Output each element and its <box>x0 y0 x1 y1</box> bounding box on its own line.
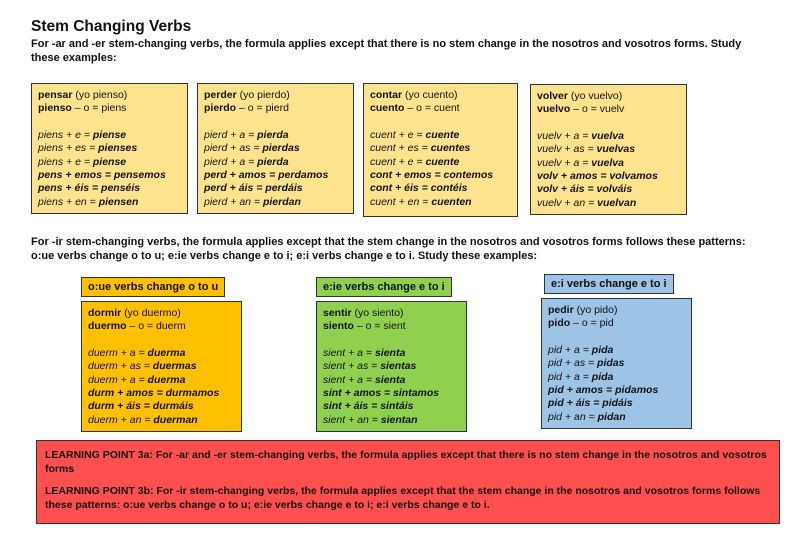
conjugation-result: piensen <box>98 195 139 208</box>
conjugation-row <box>323 400 460 413</box>
verb-box-contar <box>363 83 518 217</box>
page-title: Stem Changing Verbs <box>31 18 192 35</box>
conjugation-formula: sient + an = <box>323 413 381 426</box>
conjugation-result: sintáis <box>380 400 414 413</box>
conjugation-row <box>370 196 511 209</box>
stem-word: cuento <box>370 102 405 115</box>
header-ei: e:i verbs change e to i <box>544 274 674 294</box>
conjugation-row <box>38 169 181 182</box>
conjugation-row <box>537 143 680 156</box>
conjugation-result: contemos <box>443 169 494 182</box>
verb-infinitive: perder <box>204 89 237 101</box>
verb-infinitive: contar <box>370 89 403 101</box>
verb-yo-form: (yo vuelvo) <box>570 90 623 102</box>
header-eie: e:ie verbs change e to i <box>316 277 452 297</box>
conjugation-row <box>88 360 235 373</box>
conjugation-result: duerma <box>147 346 186 359</box>
conjugation-row <box>323 387 460 400</box>
conjugation-formula: volv + amos = <box>537 170 610 183</box>
verb-infinitive: volver <box>537 90 568 102</box>
conjugation-result: pidamos <box>615 384 659 397</box>
conjugation-row <box>38 156 181 169</box>
conjugation-row <box>370 182 511 195</box>
conjugation-formula: cont + éis = <box>370 182 431 195</box>
conjugation-result: cuentes <box>430 142 471 155</box>
conjugation-result: pierda <box>257 128 289 141</box>
conjugation-result: duerman <box>153 413 198 426</box>
conjugation-result: perdáis <box>265 182 303 195</box>
verb-infinitive: pensar <box>38 89 73 101</box>
conjugation-formula: pierd + an = <box>204 195 263 208</box>
conjugation-result: pida <box>591 343 614 356</box>
stem-word: pierdo <box>204 102 237 115</box>
stem-word: siento <box>323 320 354 333</box>
conjugation-formula: piens + en = <box>38 195 99 208</box>
verb-line <box>204 89 347 102</box>
conjugation-result: pidan <box>597 410 626 423</box>
stem-rule: – o = cuent <box>407 102 460 115</box>
conjugation-formula: duerm + as = <box>88 360 153 373</box>
verb-yo-form: (yo pido) <box>576 304 618 316</box>
conjugation-row <box>537 170 680 183</box>
verb-box-sentir <box>316 301 467 432</box>
conjugation-result: pienses <box>98 142 138 155</box>
conjugation-result: sienta <box>374 346 406 359</box>
conjugation-row <box>88 387 235 400</box>
conjugation-formula: cuent + es = <box>370 142 431 155</box>
verb-line <box>323 307 460 320</box>
stem-line <box>537 103 680 116</box>
conjugation-row <box>38 196 181 209</box>
learning-point-3a: LEARNING POINT 3a: For -ar and -er stem-changing verbs, the formula applies except that there is no stem change in the nosotros and vosotros forms <box>45 449 767 475</box>
conjugation-result: piense <box>92 128 127 141</box>
learning-point-3b: LEARNING POINT 3b: For -ir stem-changing verbs, the formula applies except that the stem change in the nosotros and vosotros forms follows these patterns: o:ue verbs change o to u; e:ie verbs change e to i; e:i verbs change e to i. <box>45 485 761 511</box>
conjugation-result: cuente <box>425 155 460 168</box>
conjugation-formula: volv + áis = <box>537 183 597 196</box>
conjugation-row <box>38 182 181 195</box>
verb-line <box>537 90 680 103</box>
stem-rule: – o = pid <box>573 317 614 330</box>
conjugation-result: contéis <box>430 182 468 195</box>
verb-box-pensar <box>31 83 188 214</box>
conjugation-result: duerma <box>147 373 186 386</box>
conjugation-row <box>204 196 347 209</box>
verb-infinitive: dormir <box>88 307 122 319</box>
stem-rule: – o = piens <box>74 102 127 115</box>
conjugation-formula: sient + as = <box>323 360 381 373</box>
stem-rule: – o = vuelv <box>573 103 625 116</box>
conjugation-row <box>370 169 511 182</box>
conjugation-row <box>204 142 347 155</box>
conjugation-result: sientan <box>380 413 418 426</box>
verb-box-pedir <box>541 298 692 429</box>
conjugation-formula: durm + áis = <box>88 400 153 413</box>
verb-line <box>370 89 511 102</box>
conjugation-row <box>548 397 685 410</box>
conjugation-formula: pid + a = <box>548 370 592 383</box>
verb-yo-form: (yo pierdo) <box>239 89 290 101</box>
conjugation-result: duermas <box>152 360 197 373</box>
conjugation-formula: sient + a = <box>323 346 375 359</box>
conjugation-row <box>38 142 181 155</box>
conjugation-row <box>537 130 680 143</box>
conjugation-formula: vuelv + a = <box>537 156 592 169</box>
stem-line <box>38 102 181 115</box>
conjugation-row <box>323 414 460 427</box>
stem-rule: – o = sient <box>356 320 406 333</box>
verb-yo-form: (yo cuento) <box>405 89 458 101</box>
conjugation-formula: cuent + en = <box>370 195 432 208</box>
conjugation-result: pidas <box>597 357 625 370</box>
verb-line <box>38 89 181 102</box>
learning-points-box <box>36 440 780 524</box>
conjugation-result: vuelvan <box>597 196 637 209</box>
conjugation-result: pidáis <box>602 397 633 410</box>
conjugation-formula: vuelv + an = <box>537 196 598 209</box>
stem-line <box>548 317 685 330</box>
conjugation-formula: cuent + e = <box>370 128 426 141</box>
conjugation-formula: pid + áis = <box>548 397 603 410</box>
conjugation-result: vuelvas <box>596 143 636 156</box>
conjugation-result: pierdas <box>262 142 300 155</box>
conjugation-formula: pid + an = <box>548 410 598 423</box>
conjugation-result: pida <box>591 370 614 383</box>
conjugation-row <box>370 129 511 142</box>
conjugation-formula: vuelv + as = <box>537 143 597 156</box>
conjugation-result: cuente <box>425 128 460 141</box>
conjugation-result: perdamos <box>278 169 329 182</box>
conjugation-result: volváis <box>596 183 633 196</box>
conjugation-formula: pid + a = <box>548 343 592 356</box>
conjugation-formula: sient + a = <box>323 373 375 386</box>
conjugation-row <box>204 156 347 169</box>
conjugation-formula: duerm + an = <box>88 413 154 426</box>
conjugation-formula: perd + amos = <box>204 169 279 182</box>
conjugation-row <box>370 156 511 169</box>
conjugation-row <box>204 129 347 142</box>
conjugation-formula: pierd + a = <box>204 128 258 141</box>
conjugation-formula: pierd + a = <box>204 155 258 168</box>
verb-infinitive: sentir <box>323 307 352 319</box>
verb-box-perder <box>197 83 354 214</box>
conjugation-result: piense <box>92 155 127 168</box>
conjugation-row <box>548 384 685 397</box>
intro-text: For -ar and -er stem-changing verbs, the formula applies except that there is no stem change in the nosotros and vosotros forms. Study these examples: <box>31 38 742 64</box>
conjugation-formula: pens + éis = <box>38 182 102 195</box>
verb-box-volver <box>530 84 687 215</box>
conjugation-result: sientas <box>380 360 417 373</box>
conjugation-result: volvamos <box>609 170 658 183</box>
stem-line <box>323 320 460 333</box>
conjugation-result: pierda <box>257 155 289 168</box>
conjugation-formula: duerm + a = <box>88 346 148 359</box>
conjugation-result: penséis <box>101 182 141 195</box>
conjugation-row <box>323 374 460 387</box>
verb-yo-form: (yo duermo) <box>124 307 181 319</box>
stem-line <box>88 320 235 333</box>
conjugation-row <box>548 371 685 384</box>
stem-word: vuelvo <box>537 103 571 116</box>
verb-box-dormir <box>81 301 242 432</box>
conjugation-formula: cont + emos = <box>370 169 444 182</box>
conjugation-formula: pid + as = <box>548 357 598 370</box>
stem-line <box>370 102 511 115</box>
conjugation-formula: piens + e = <box>38 128 93 141</box>
conjugation-formula: pid + amos = <box>548 384 616 397</box>
conjugation-row <box>370 142 511 155</box>
conjugation-formula: cuent + e = <box>370 155 426 168</box>
stem-rule: – o = duerm <box>129 320 186 333</box>
conjugation-result: sienta <box>374 373 406 386</box>
conjugation-row <box>323 360 460 373</box>
conjugation-formula: piens + e = <box>38 155 93 168</box>
conjugation-result: pensemos <box>113 169 166 182</box>
conjugation-result: pierdan <box>262 195 301 208</box>
conjugation-row <box>88 414 235 427</box>
conjugation-row <box>38 129 181 142</box>
conjugation-row <box>323 347 460 360</box>
conjugation-result: sintamos <box>393 387 440 400</box>
stem-rule: – o = pierd <box>239 102 289 115</box>
conjugation-formula: durm + amos = <box>88 387 166 400</box>
intro-text-ir: For -ir stem-changing verbs, the formula applies except that the stem change in the nosotros and vosotros forms follows these patterns: o:ue verbs change o to u; e:ie verbs change e to i; e:i verbs change e to i. Study these examples: <box>31 236 746 262</box>
verb-line <box>88 307 235 320</box>
stem-word: duermo <box>88 320 127 333</box>
conjugation-formula: piens + es = <box>38 142 99 155</box>
conjugation-formula: perd + áis = <box>204 182 266 195</box>
conjugation-result: cuenten <box>431 195 472 208</box>
conjugation-row <box>548 344 685 357</box>
conjugation-row <box>88 400 235 413</box>
conjugation-formula: sint + áis = <box>323 400 381 413</box>
stem-word: pido <box>548 317 571 330</box>
stem-line <box>204 102 347 115</box>
conjugation-result: vuelva <box>591 129 624 142</box>
conjugation-formula: sint + amos = <box>323 387 394 400</box>
conjugation-result: durmáis <box>152 400 194 413</box>
conjugation-result: vuelva <box>591 156 624 169</box>
verb-yo-form: (yo pienso) <box>75 89 128 101</box>
verb-infinitive: pedir <box>548 304 574 316</box>
conjugation-row <box>537 183 680 196</box>
verb-line <box>548 304 685 317</box>
conjugation-formula: vuelv + a = <box>537 129 592 142</box>
conjugation-row <box>548 411 685 424</box>
conjugation-row <box>537 197 680 210</box>
conjugation-row <box>537 157 680 170</box>
conjugation-result: durmamos <box>165 387 220 400</box>
conjugation-row <box>204 169 347 182</box>
header-oue: o:ue verbs change o to u <box>81 277 225 297</box>
stem-word: pienso <box>38 102 72 115</box>
conjugation-row <box>548 357 685 370</box>
conjugation-formula: duerm + a = <box>88 373 148 386</box>
verb-yo-form: (yo siento) <box>354 307 404 319</box>
conjugation-formula: pens + emos = <box>38 169 114 182</box>
conjugation-row <box>204 182 347 195</box>
conjugation-formula: pierd + as = <box>204 142 263 155</box>
conjugation-row <box>88 347 235 360</box>
conjugation-row <box>88 374 235 387</box>
